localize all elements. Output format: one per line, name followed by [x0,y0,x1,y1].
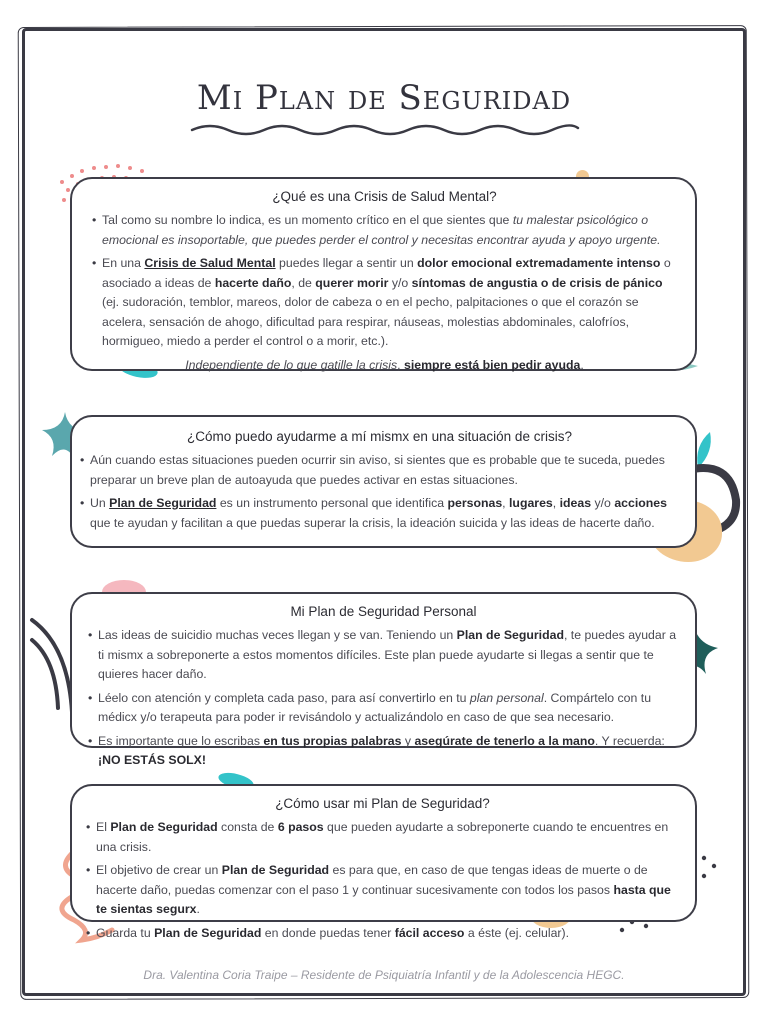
list-item: • Aún cuando estas situaciones pueden ocurrir sin aviso, si sientes que es probable que te suceda, puedes preparar un breve plan de autoayuda que puedes activar en estas situaciones. [80,451,679,490]
page-title: Mi Plan de Seguridad [196,78,572,118]
list-item: • Es importante que lo escribas en tus propias palabras y asegúrate de tenerlo a la mano. Y recuerda: ¡NO ESTÁS SOLX! [88,732,679,771]
card-heading: ¿Qué es una Crisis de Salud Mental? [272,189,497,204]
how-to-use-card [70,784,697,940]
list-item: • El objetivo de crear un Plan de Seguridad es para que, en caso de que tengas ideas de muerte o de hacerte daño, puedas comenzar con el paso 1 y continuar sucesivamente con todos los pasos hasta que te sientas segurx. [86,861,679,920]
personal-plan-card [70,592,697,767]
list-item: • Las ideas de suicidio muchas veces llegan y se van. Teniendo un Plan de Seguridad, te puedes ayudar a ti mismx a sobreponerte a estos momentos difíciles. Este plan puede ayudarte si llegas a sentir que te quieres hacer daño. [88,626,679,685]
card-heading: ¿Cómo puedo ayudarme a mí mismx en una situación de crisis? [187,429,572,444]
list-item: • Tal como su nombre lo indica, es un momento crítico en el que sientes que tu malestar psicológico o emocional es insoportable, que puedes perder el control y necesitas encontrar ayuda y apoyo urgente. [92,211,677,250]
list-item: • El Plan de Seguridad consta de 6 pasos que pueden ayudarte a sobreponerte cuando te encuentres en una crisis. [86,818,679,857]
title-underline [190,120,580,138]
author-footer: Dra. Valentina Coria Traipe – Residente de Psiquiatría Infantil y de la Adolescencia HEGC. [143,968,625,982]
crisis-definition-card [70,177,697,371]
list-item: • Un Plan de Seguridad es un instrumento personal que identifica personas, lugares, ideas y/o acciones que te ayudan y facilitan a que puedas superar la crisis, la ideación suicida y las ideas de hacerte daño. [80,494,679,533]
card-heading: Mi Plan de Seguridad Personal [290,604,477,619]
self-help-card [70,415,697,548]
list-item: • Guarda tu Plan de Seguridad en donde puedas tener fácil acceso a éste (ej. celular). [86,924,679,944]
card-heading: ¿Cómo usar mi Plan de Seguridad? [275,796,490,811]
list-item: • En una Crisis de Salud Mental puedes llegar a sentir un dolor emocional extremadamente intenso o asociado a ideas de hacerte daño, de querer morir y/o síntomas de angustia o de crisis de pánico (ej. sudoración, temblor, mareos, dolor de cabeza o en el pecho, palpitaciones o que el corazón se acelera, sensación de ahogo, dificultad para respirar, náuseas, molestias abdominales, calofríos, hormigueo, miedo a perder el control o a morir, etc.). [92,254,677,352]
list-item: • Léelo con atención y completa cada paso, para así convertirlo en tu plan personal. Compártelo con tu médicx y/o terapeuta para poder ir revisándolo y actualizándolo en caso de que sea necesario. [88,689,679,728]
help-note: Independiente de lo que gatille la crisis, siempre está bien pedir ayuda. [185,357,584,372]
